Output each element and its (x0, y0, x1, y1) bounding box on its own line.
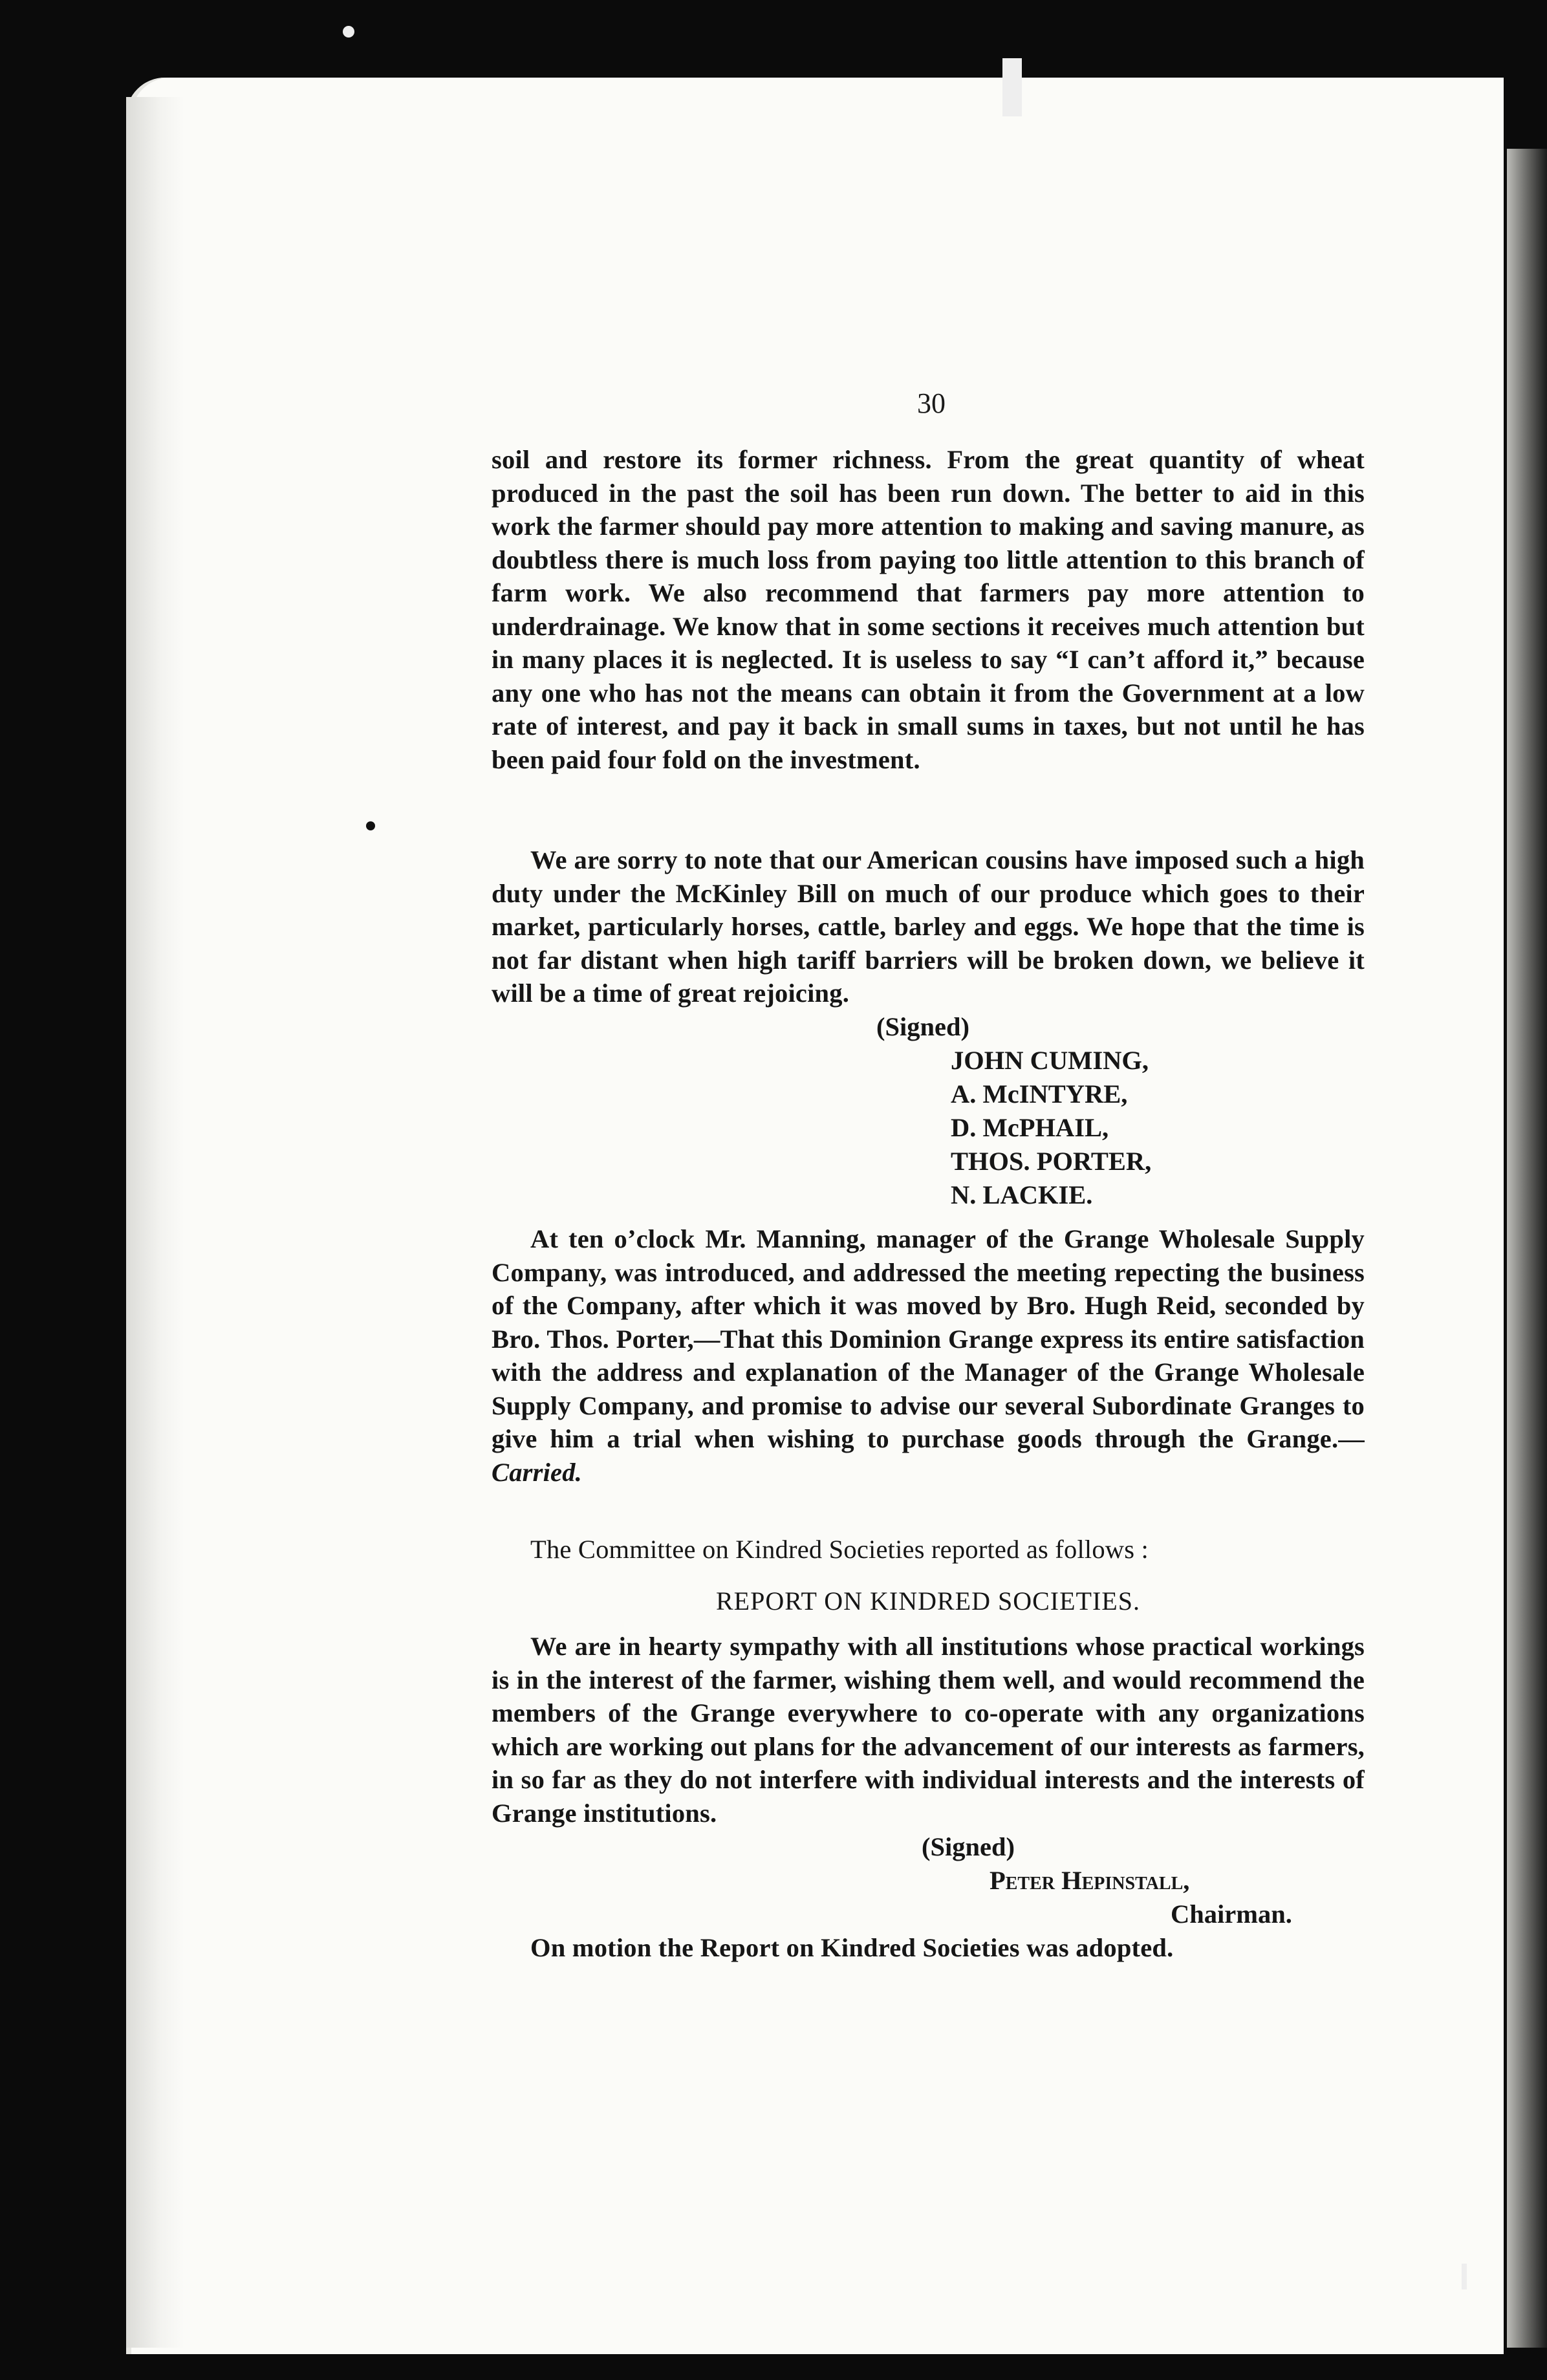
report-heading: REPORT ON KINDRED SOCIETIES. (716, 1586, 1140, 1616)
chairman-title: Chairman. (1171, 1899, 1292, 1929)
signatory-4: THOS. PORTER, (951, 1147, 1152, 1176)
signatory-3: D. McPHAIL, (951, 1113, 1109, 1142)
scan-speck-1 (343, 26, 354, 38)
carried-label: Carried. (492, 1457, 582, 1487)
kindred-paragraph-block (492, 1630, 1365, 1830)
adoption-paragraph-block (492, 1931, 1365, 1965)
signatory-5: N. LACKIE. (951, 1180, 1093, 1209)
scan-speck-2 (1462, 2264, 1467, 2289)
tariff-paragraph-block (492, 843, 1365, 1010)
paragraph-adoption: On motion the Report on Kindred Societies was adopted. (530, 1933, 1174, 1962)
report-continuation-paragraph (492, 443, 1365, 776)
paragraph-tariff: We are sorry to note that our American cousins have imposed such a high duty under the McKinley Bill on much of our produce which goes to their market, particularly horses, cattle, barley and eggs. We hope that the time is not far distant when high tariff barriers will be broken down, we believe it will be a time of great rejoicing. (492, 845, 1365, 1008)
scan-artifact-top (1002, 58, 1022, 116)
committee-intro-block (492, 1533, 1365, 1566)
signatory-1: JOHN CUMING, (951, 1046, 1149, 1075)
signed-label-2: (Signed) (922, 1832, 1015, 1861)
page-sheet (126, 78, 1504, 2354)
page-edge-shadow (126, 97, 184, 2348)
page-number: 30 (917, 387, 946, 419)
paragraph-soil: soil and restore its former richness. From the great quantity of wheat produced in the past the soil has been run down. The better to aid in this work the farmer should pay more attention to making and saving manure, as doubtless there is much loss from paying too little attention to this branch of farm work. We also recommend that farmers pay more attention to underdrainage. We know that in some sections it receives much attention but in many places it is neglected. It is useless to say “I can’t afford it,” because any one who has not the means can obtain it from the Government at a low rate of interest, and pay it back in small sums in taxes, but not until he has been paid four fold on the investment. (492, 445, 1365, 774)
signed-label: (Signed) (876, 1012, 970, 1041)
paragraph-kindred: We are in hearty sympathy with all institutions whose practical workings is in the interest of the farmer, wishing them well, and would recommend the members of the Grange everywhere to co-operate with any organizations which are working out plans for the advancement of our interests as farmers, in so far as they do not interfere with individual interests and the interests of Grange institutions. (492, 1632, 1365, 1828)
margin-ink-dot (366, 821, 375, 830)
paragraph-manning-text: At ten o’clock Mr. Manning, manager of the Grange Wholesale Supply Company, was introduced, and addressed the meeting repecting the business of the Company, after which it was moved by Bro. Hugh Reid, seconded by Bro. Thos. Porter,—That this Dominion Grange express its entire satisfaction with the address and explanation of the Manager of the Grange Wholesale Supply Company, and promise to advise our several Subordinate Granges to give him a trial when wishing to purchase goods through the Grange.— (492, 1224, 1365, 1453)
paragraph-committee-intro: The Committee on Kindred Societies reported as follows : (530, 1535, 1149, 1564)
chairman-name: Peter Hepinstall, (990, 1866, 1190, 1895)
binding-shadow (1507, 149, 1547, 2348)
manning-paragraph-block (492, 1222, 1365, 1489)
signatory-2: A. McINTYRE, (951, 1079, 1128, 1109)
paragraph-manning (492, 1222, 1365, 1489)
